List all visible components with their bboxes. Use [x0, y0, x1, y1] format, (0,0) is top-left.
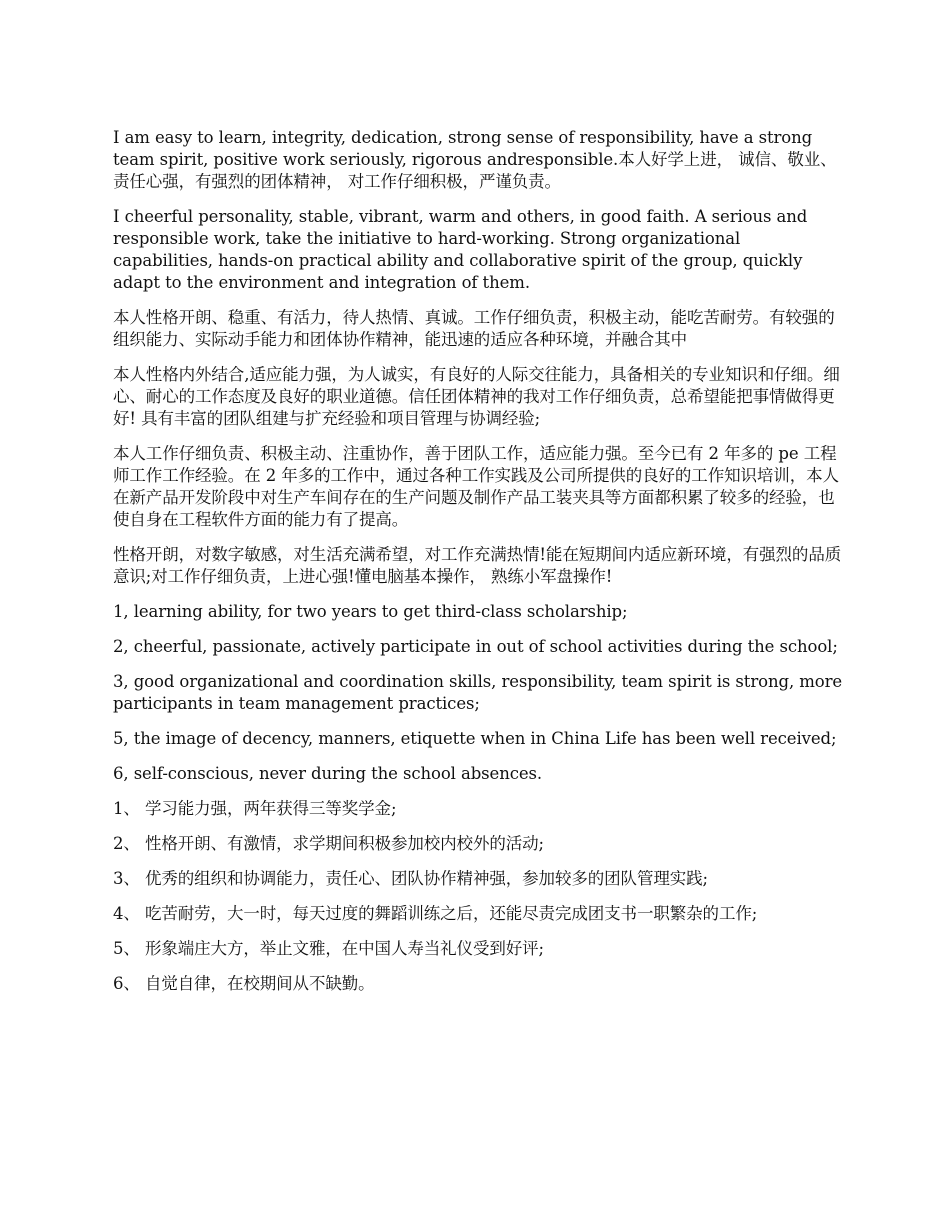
- list-item-english-1: 1, learning ability, for two years to get third-class scholarship;: [113, 602, 628, 621]
- list-item-chinese-3: 3、 优秀的组织和协调能力，责任心、团队协作精神强，参加较多的团队管理实践;: [113, 869, 709, 888]
- list-item-english-5: 5, the image of decency, manners, etiquette when in China Life has been well received;: [113, 729, 837, 748]
- list-item-english-2: 2, cheerful, passionate, actively participate in out of school activities during the school;: [113, 637, 838, 656]
- list-item-english-6: 6, self-conscious, never during the school absences.: [113, 764, 543, 783]
- work-experience-paragraph: 本人工作仔细负责、积极主动、注重协作，善于团队工作，适应能力强。至今已有 2 年多的 pe 工程师工作工作经验。在 2 年多的工作中，通过各种工作实践及公司所提供的良好的工作知识培训，本人在新产品开发阶段中对生产车间存在的生产问题及制作产品工装夹具等方面都积累了较多的经验，也使自身在工程软件方面的能力有了提高。: [113, 444, 839, 529]
- skills-paragraph: 性格开朗，对数字敏感，对生活充满希望，对工作充满热情!能在短期间内适应新环境，有强烈的品质意识;对工作仔细负责，上进心强!懂电脑基本操作， 熟练小军盘操作!: [113, 545, 842, 586]
- document-body: [113, 127, 843, 1008]
- personality-paragraph-chinese: 本人性格开朗、稳重、有活力，待人热情、真诚。工作仔细负责，积极主动，能吃苦耐劳。有较强的组织能力、实际动手能力和团体协作精神，能迅速的适应各种环境，并融合其中: [113, 308, 835, 349]
- intro-paragraph-english: I am easy to learn, integrity, dedication, strong sense of responsibility, have a strong team spirit, positive work seriously, rigorous andresponsible.本人好学上进， 诚信、敬业、责任心强，有强烈的团体精神， 对工作仔细积极，严谨负责。: [113, 128, 837, 191]
- character-paragraph-chinese: 本人性格内外结合,适应能力强，为人诚实，有良好的人际交往能力，具备相关的专业知识和仔细。细心、耐心的工作态度及良好的职业道德。信任团体精神的我对工作仔细负责，总希望能把事情做得更好! 具有丰富的团队组建与扩充经验和项目管理与协调经验;: [113, 365, 840, 428]
- list-item-chinese-5: 5、 形象端庄大方，举止文雅，在中国人寿当礼仪受到好评;: [113, 939, 545, 958]
- list-item-english-3: 3, good organizational and coordination skills, responsibility, team spirit is strong, more participants in team management practices;: [113, 672, 843, 713]
- list-item-chinese-6: 6、 自觉自律，在校期间从不缺勤。: [113, 974, 375, 993]
- list-item-chinese-2: 2、 性格开朗、有激情，求学期间积极参加校内校外的活动;: [113, 834, 545, 853]
- list-item-chinese-4: 4、 吃苦耐劳，大一时，每天过度的舞蹈训练之后，还能尽责完成团支书一职繁杂的工作;: [113, 904, 758, 923]
- list-item-chinese-1: 1、 学习能力强，两年获得三等奖学金;: [113, 799, 397, 818]
- personality-paragraph-english: I cheerful personality, stable, vibrant, warm and others, in good faith. A serious and responsible work, take the initiative to hard-working. Strong organizational capabilities, hands-on practical ability and collaborative spirit of the group, quickly adapt to the environment and integration of them.: [113, 207, 808, 292]
